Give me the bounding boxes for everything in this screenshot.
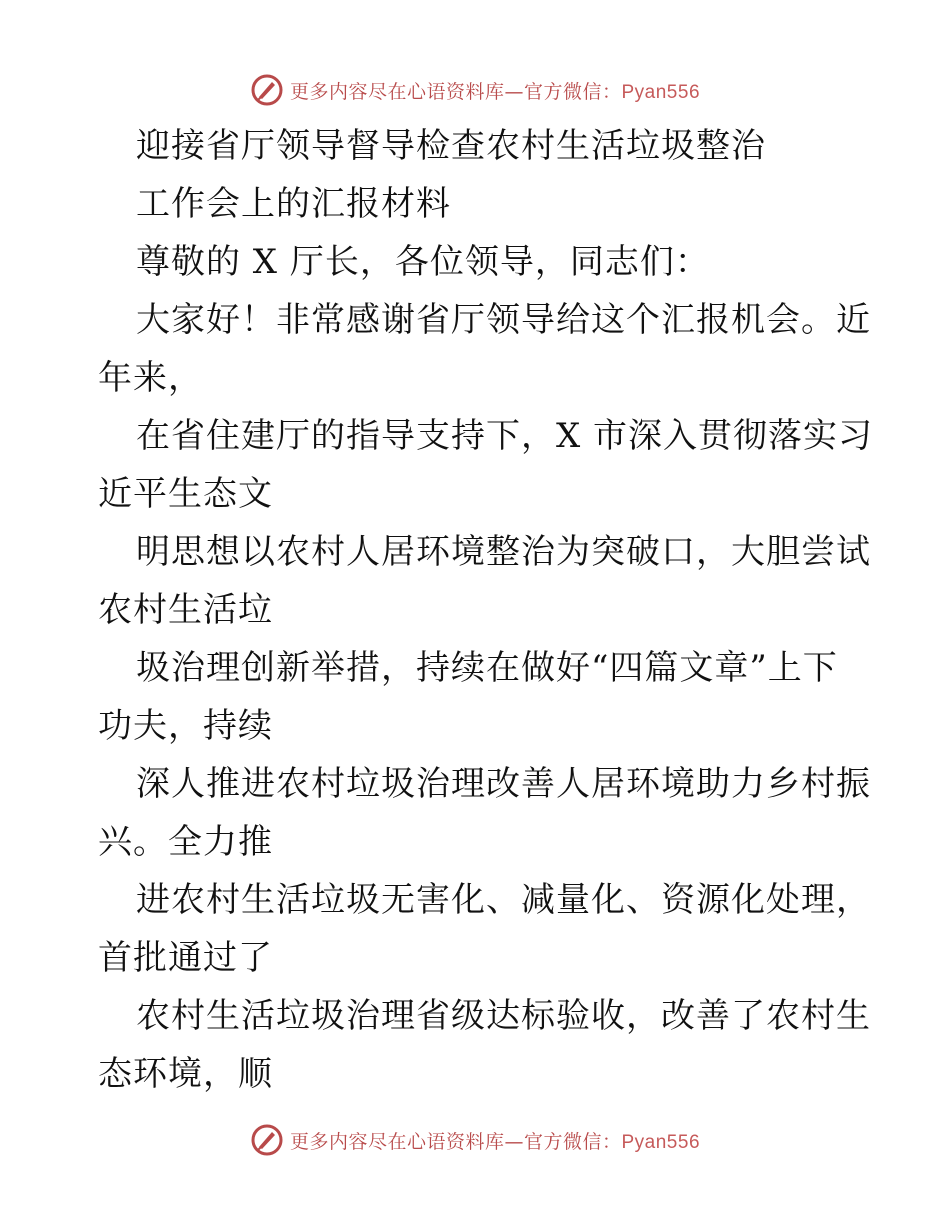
paragraph-line: 明思想以农村人居环境整治为突破口，大胆尝试 [136, 532, 871, 572]
paragraph-line: 兴。全力推 [98, 822, 273, 862]
header-watermark [0, 70, 950, 110]
watermark-text [290, 77, 700, 104]
paragraph-line: 近平生态文 [98, 474, 273, 514]
paragraph-line: 深人推进农村垃圾治理改善人居环境助力乡村振 [136, 764, 871, 804]
watermark-id: Pyan556 [621, 81, 701, 103]
document-body [98, 117, 874, 1103]
watermark-separator: — [504, 80, 524, 103]
watermark-text [290, 1127, 700, 1154]
footer-watermark [0, 1120, 950, 1160]
paragraph-line: 圾治理创新举措，持续在做好“四篇文章”上下 [136, 648, 838, 688]
paragraph-line: 进农村生活垃圾无害化、减量化、资源化处理， [136, 880, 871, 920]
title-line-1: 迎接省厅领导督导检查农村生活垃圾整治 [136, 126, 766, 166]
paragraph-line: 农村生活垃圾治理省级达标验收，改善了农村生 [136, 996, 871, 1036]
quill-seal-icon [250, 73, 284, 107]
salutation: 尊敬的 X 厅长，各位领导，同志们： [136, 242, 710, 282]
quill-seal-icon [250, 1123, 284, 1157]
paragraph-line: 年来， [98, 358, 203, 398]
watermark-suffix: 官方微信： [523, 80, 622, 103]
paragraph-line: 首批通过了 [98, 938, 273, 978]
title-line-2: 工作会上的汇报材料 [136, 184, 451, 224]
watermark-separator: — [504, 1130, 524, 1153]
paragraph-line: 功夫，持续 [98, 706, 273, 746]
paragraph-line: 大家好！非常感谢省厅领导给这个汇报机会。近 [136, 300, 871, 340]
paragraph-line: 农村生活垃 [98, 590, 273, 630]
paragraph-line: 态环境，顺 [98, 1054, 273, 1094]
watermark-id: Pyan556 [621, 1131, 701, 1153]
watermark-brand: 更多内容尽在心语资料库 [289, 80, 505, 103]
watermark-brand: 更多内容尽在心语资料库 [289, 1130, 505, 1153]
paragraph-line: 在省住建厅的指导支持下，X 市深入贯彻落实习 [136, 416, 874, 456]
watermark-suffix: 官方微信： [523, 1130, 622, 1153]
